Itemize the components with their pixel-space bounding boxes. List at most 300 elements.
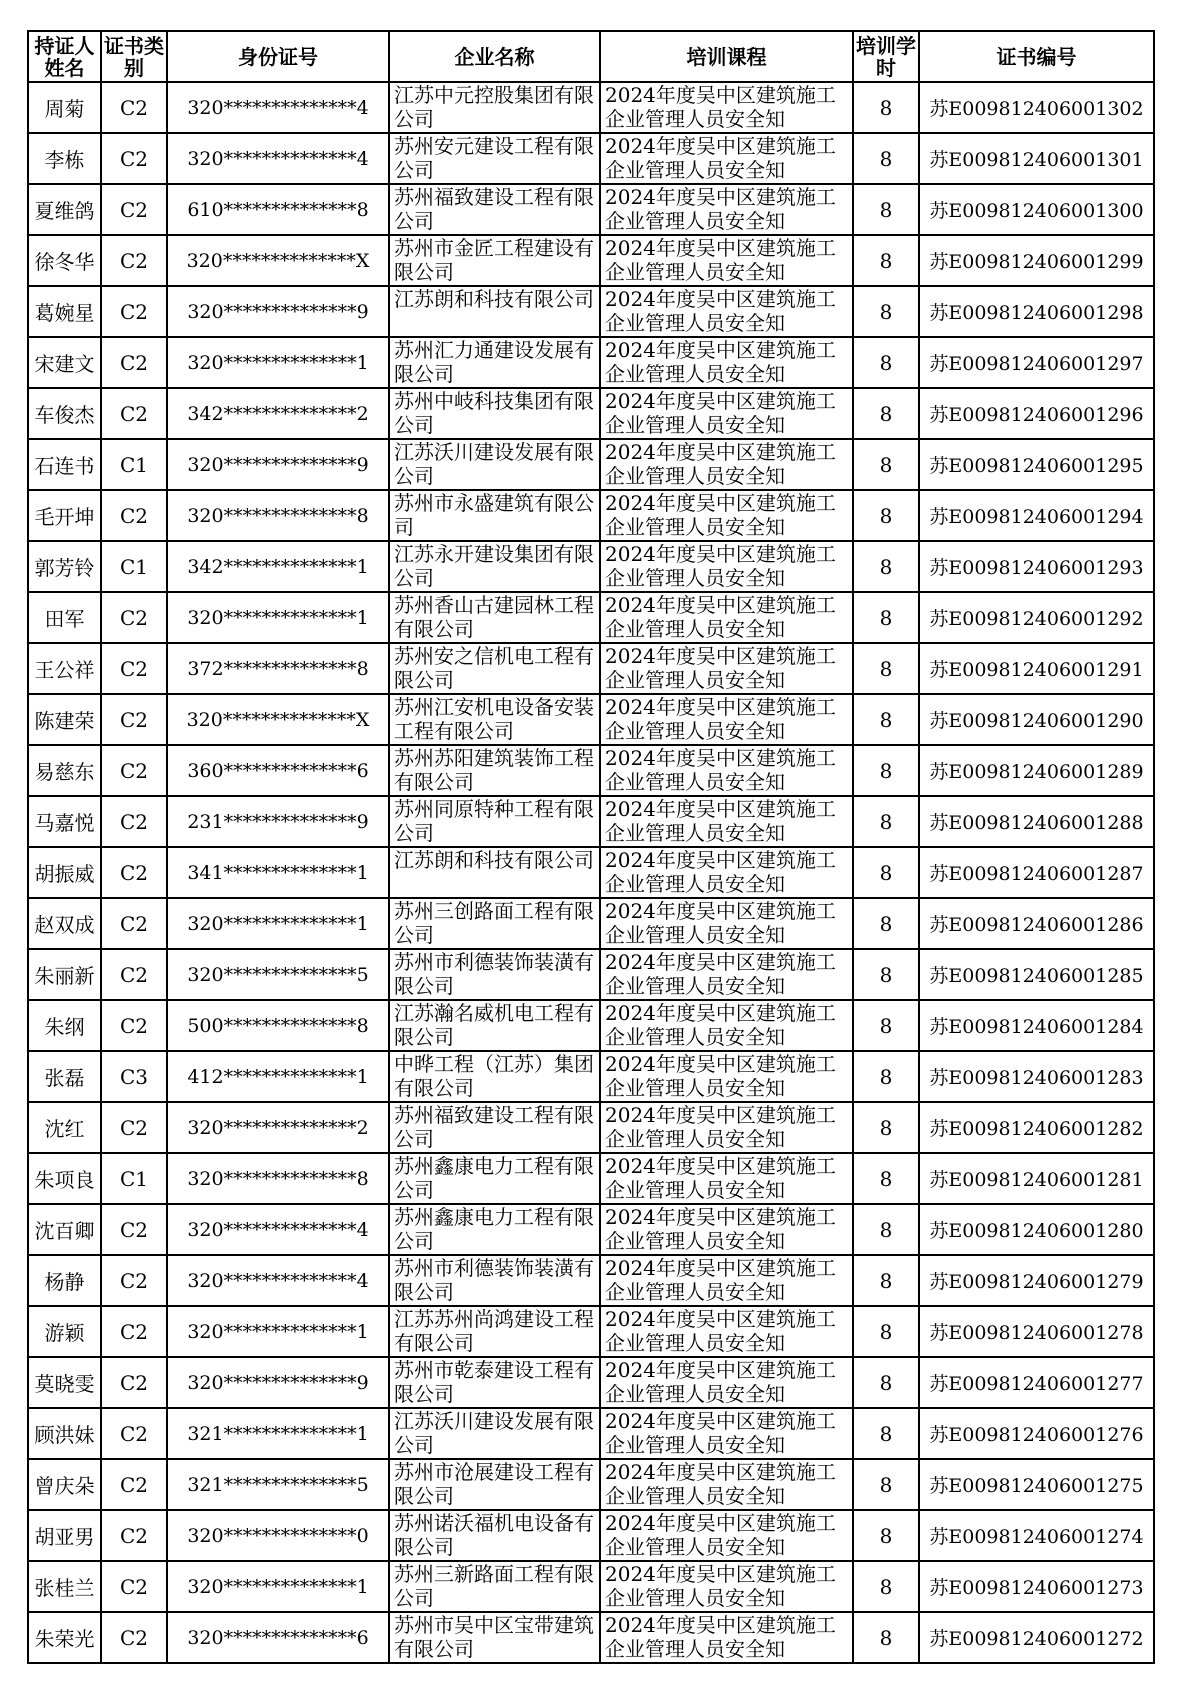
company-text: 苏州市永盛建筑有限公司 — [394, 491, 594, 538]
course-cell — [600, 235, 853, 286]
course-text: 2024年度吴中区建筑施工企业管理人员安全知 — [605, 1052, 836, 1099]
id-number-cell: 320**************4 — [167, 1255, 389, 1306]
cert-type-cell: C2 — [101, 337, 167, 388]
course-cell — [600, 745, 853, 796]
course-cell — [600, 184, 853, 235]
cert-type-cell: C2 — [101, 898, 167, 949]
certificate-list-page — [27, 30, 1153, 1664]
company-text: 苏州福致建设工程有限公司 — [394, 185, 594, 232]
company-cell — [389, 82, 600, 133]
id-number-cell: 320**************5 — [167, 949, 389, 1000]
id-number-cell: 360**************6 — [167, 745, 389, 796]
cert-type-cell: C2 — [101, 286, 167, 337]
course-cell — [600, 1306, 853, 1357]
table-row — [28, 694, 1154, 745]
cert-type-cell: C1 — [101, 541, 167, 592]
company-cell — [389, 1000, 600, 1051]
course-cell — [600, 1357, 853, 1408]
cert-type-cell: C2 — [101, 1357, 167, 1408]
holder-name-cell: 朱丽新 — [28, 949, 101, 1000]
company-text: 苏州三新路面工程有限公司 — [394, 1562, 594, 1609]
course-text: 2024年度吴中区建筑施工企业管理人员安全知 — [605, 185, 836, 232]
company-text: 苏州鑫康电力工程有限公司 — [394, 1154, 594, 1201]
hours-cell: 8 — [853, 1204, 919, 1255]
company-cell — [389, 133, 600, 184]
company-cell — [389, 1357, 600, 1408]
table-row — [28, 337, 1154, 388]
holder-name-cell: 葛婉星 — [28, 286, 101, 337]
company-cell — [389, 388, 600, 439]
company-cell — [389, 745, 600, 796]
course-text: 2024年度吴中区建筑施工企业管理人员安全知 — [605, 1001, 836, 1048]
holder-name-cell: 宋建文 — [28, 337, 101, 388]
id-number-cell: 321**************5 — [167, 1459, 389, 1510]
holder-name-cell: 王公祥 — [28, 643, 101, 694]
header-row — [28, 31, 1154, 82]
course-text: 2024年度吴中区建筑施工企业管理人员安全知 — [605, 695, 836, 742]
table-row — [28, 847, 1154, 898]
cert-no-cell: 苏E009812406001272 — [919, 1612, 1154, 1663]
company-cell — [389, 1561, 600, 1612]
cert-no-cell: 苏E009812406001299 — [919, 235, 1154, 286]
cert-type-cell: C2 — [101, 1255, 167, 1306]
course-text: 2024年度吴中区建筑施工企业管理人员安全知 — [605, 287, 836, 334]
course-cell — [600, 490, 853, 541]
course-text: 2024年度吴中区建筑施工企业管理人员安全知 — [605, 440, 836, 487]
course-text: 2024年度吴中区建筑施工企业管理人员安全知 — [605, 338, 836, 385]
cert-type-cell: C3 — [101, 1051, 167, 1102]
company-text: 苏州江安机电设备安装工程有限公司 — [394, 695, 594, 742]
table-row — [28, 643, 1154, 694]
company-text: 苏州市吴中区宝带建筑有限公司 — [394, 1613, 594, 1660]
holder-name-cell: 田军 — [28, 592, 101, 643]
id-number-cell: 342**************2 — [167, 388, 389, 439]
company-cell — [389, 1306, 600, 1357]
course-text: 2024年度吴中区建筑施工企业管理人员安全知 — [605, 134, 836, 181]
holder-name-cell: 莫晓雯 — [28, 1357, 101, 1408]
holder-name-cell: 胡亚男 — [28, 1510, 101, 1561]
table-row — [28, 1255, 1154, 1306]
company-cell — [389, 541, 600, 592]
cert-type-cell: C2 — [101, 949, 167, 1000]
cert-type-cell: C2 — [101, 1000, 167, 1051]
course-cell — [600, 541, 853, 592]
cert-type-cell: C2 — [101, 133, 167, 184]
table-row — [28, 1561, 1154, 1612]
holder-name-cell: 沈百卿 — [28, 1204, 101, 1255]
company-cell — [389, 898, 600, 949]
course-cell — [600, 1612, 853, 1663]
cert-type-cell: C2 — [101, 1561, 167, 1612]
id-number-cell: 320**************4 — [167, 1204, 389, 1255]
hours-cell: 8 — [853, 388, 919, 439]
cert-no-cell: 苏E009812406001280 — [919, 1204, 1154, 1255]
company-cell — [389, 1510, 600, 1561]
cert-type-cell: C2 — [101, 1510, 167, 1561]
cert-type-cell: C2 — [101, 796, 167, 847]
course-text: 2024年度吴中区建筑施工企业管理人员安全知 — [605, 797, 836, 844]
holder-name-cell: 朱项良 — [28, 1153, 101, 1204]
course-text: 2024年度吴中区建筑施工企业管理人员安全知 — [605, 389, 836, 436]
cert-type-cell: C2 — [101, 388, 167, 439]
table-row — [28, 1153, 1154, 1204]
company-text: 苏州市乾泰建设工程有限公司 — [394, 1358, 594, 1405]
hours-cell: 8 — [853, 1408, 919, 1459]
certificate-table — [27, 30, 1155, 1664]
cert-no-cell: 苏E009812406001291 — [919, 643, 1154, 694]
hours-cell: 8 — [853, 286, 919, 337]
cert-type-cell: C2 — [101, 1306, 167, 1357]
holder-name-cell: 曾庆朵 — [28, 1459, 101, 1510]
cert-no-cell: 苏E009812406001295 — [919, 439, 1154, 490]
header-cert-type: 证书类别 — [101, 31, 167, 82]
id-number-cell: 231**************9 — [167, 796, 389, 847]
cert-type-cell: C2 — [101, 1459, 167, 1510]
hours-cell: 8 — [853, 898, 919, 949]
cert-no-cell: 苏E009812406001289 — [919, 745, 1154, 796]
company-cell — [389, 592, 600, 643]
cert-no-cell: 苏E009812406001298 — [919, 286, 1154, 337]
holder-name-cell: 赵双成 — [28, 898, 101, 949]
holder-name-cell: 马嘉悦 — [28, 796, 101, 847]
hours-cell: 8 — [853, 1561, 919, 1612]
company-text: 苏州诺沃福机电设备有限公司 — [394, 1511, 594, 1558]
course-cell — [600, 1102, 853, 1153]
cert-no-cell: 苏E009812406001275 — [919, 1459, 1154, 1510]
cert-type-cell: C2 — [101, 592, 167, 643]
cert-no-cell: 苏E009812406001277 — [919, 1357, 1154, 1408]
company-cell — [389, 1153, 600, 1204]
cert-no-cell: 苏E009812406001294 — [919, 490, 1154, 541]
course-text: 2024年度吴中区建筑施工企业管理人员安全知 — [605, 1307, 836, 1354]
cert-type-cell: C1 — [101, 439, 167, 490]
id-number-cell: 320**************1 — [167, 898, 389, 949]
company-cell — [389, 1459, 600, 1510]
company-text: 江苏永开建设集团有限公司 — [394, 542, 594, 589]
course-text: 2024年度吴中区建筑施工企业管理人员安全知 — [605, 1562, 836, 1609]
company-text: 江苏苏州尚鸿建设工程有限公司 — [394, 1307, 594, 1354]
company-text: 中晔工程（江苏）集团有限公司 — [394, 1052, 594, 1099]
id-number-cell: 500**************8 — [167, 1000, 389, 1051]
hours-cell: 8 — [853, 643, 919, 694]
id-number-cell: 320**************8 — [167, 490, 389, 541]
course-text: 2024年度吴中区建筑施工企业管理人员安全知 — [605, 644, 836, 691]
company-cell — [389, 1612, 600, 1663]
course-text: 2024年度吴中区建筑施工企业管理人员安全知 — [605, 593, 836, 640]
table-row — [28, 1510, 1154, 1561]
cert-type-cell: C2 — [101, 1102, 167, 1153]
table-row — [28, 796, 1154, 847]
table-row — [28, 898, 1154, 949]
company-text: 苏州安元建设工程有限公司 — [394, 134, 594, 181]
header-holder-name: 持证人姓名 — [28, 31, 101, 82]
hours-cell: 8 — [853, 1459, 919, 1510]
course-text: 2024年度吴中区建筑施工企业管理人员安全知 — [605, 1358, 836, 1405]
id-number-cell: 341**************1 — [167, 847, 389, 898]
cert-no-cell: 苏E009812406001273 — [919, 1561, 1154, 1612]
company-text: 苏州福致建设工程有限公司 — [394, 1103, 594, 1150]
table-row — [28, 1357, 1154, 1408]
course-text: 2024年度吴中区建筑施工企业管理人员安全知 — [605, 491, 836, 538]
cert-type-cell: C2 — [101, 1204, 167, 1255]
cert-type-cell: C2 — [101, 1408, 167, 1459]
course-cell — [600, 796, 853, 847]
table-body — [28, 82, 1154, 1663]
id-number-cell: 320**************9 — [167, 286, 389, 337]
table-row — [28, 541, 1154, 592]
course-text: 2024年度吴中区建筑施工企业管理人员安全知 — [605, 1409, 836, 1456]
company-text: 江苏沃川建设发展有限公司 — [394, 1409, 594, 1456]
cert-no-cell: 苏E009812406001284 — [919, 1000, 1154, 1051]
course-text: 2024年度吴中区建筑施工企业管理人员安全知 — [605, 1460, 836, 1507]
hours-cell: 8 — [853, 439, 919, 490]
cert-no-cell: 苏E009812406001293 — [919, 541, 1154, 592]
company-text: 苏州市利德装饰装潢有限公司 — [394, 1256, 594, 1303]
company-text: 苏州香山古建园林工程有限公司 — [394, 593, 594, 640]
cert-no-cell: 苏E009812406001282 — [919, 1102, 1154, 1153]
company-cell — [389, 1102, 600, 1153]
company-cell — [389, 1051, 600, 1102]
id-number-cell: 320**************4 — [167, 82, 389, 133]
holder-name-cell: 顾洪妹 — [28, 1408, 101, 1459]
cert-type-cell: C2 — [101, 643, 167, 694]
cert-type-cell: C2 — [101, 235, 167, 286]
course-cell — [600, 133, 853, 184]
table-row — [28, 1102, 1154, 1153]
hours-cell: 8 — [853, 1612, 919, 1663]
id-number-cell: 320**************9 — [167, 1357, 389, 1408]
cert-no-cell: 苏E009812406001302 — [919, 82, 1154, 133]
course-cell — [600, 388, 853, 439]
course-text: 2024年度吴中区建筑施工企业管理人员安全知 — [605, 542, 836, 589]
id-number-cell: 320**************2 — [167, 1102, 389, 1153]
holder-name-cell: 张磊 — [28, 1051, 101, 1102]
company-text: 苏州鑫康电力工程有限公司 — [394, 1205, 594, 1252]
hours-cell: 8 — [853, 1000, 919, 1051]
holder-name-cell: 夏维鸽 — [28, 184, 101, 235]
hours-cell: 8 — [853, 1102, 919, 1153]
id-number-cell: 372**************8 — [167, 643, 389, 694]
holder-name-cell: 游颖 — [28, 1306, 101, 1357]
hours-cell: 8 — [853, 745, 919, 796]
course-text: 2024年度吴中区建筑施工企业管理人员安全知 — [605, 1205, 836, 1252]
holder-name-cell: 郭芳铃 — [28, 541, 101, 592]
company-text: 江苏中元控股集团有限公司 — [394, 83, 594, 130]
company-cell — [389, 184, 600, 235]
hours-cell: 8 — [853, 592, 919, 643]
course-text: 2024年度吴中区建筑施工企业管理人员安全知 — [605, 950, 836, 997]
company-text: 江苏朗和科技有限公司 — [394, 287, 594, 311]
course-cell — [600, 286, 853, 337]
company-cell — [389, 847, 600, 898]
course-cell — [600, 592, 853, 643]
holder-name-cell: 徐冬华 — [28, 235, 101, 286]
course-cell — [600, 643, 853, 694]
hours-cell: 8 — [853, 1051, 919, 1102]
table-row — [28, 592, 1154, 643]
cert-type-cell: C2 — [101, 184, 167, 235]
id-number-cell: 320**************1 — [167, 592, 389, 643]
course-cell — [600, 1459, 853, 1510]
id-number-cell: 320**************0 — [167, 1510, 389, 1561]
id-number-cell: 610**************8 — [167, 184, 389, 235]
id-number-cell: 342**************1 — [167, 541, 389, 592]
cert-no-cell: 苏E009812406001274 — [919, 1510, 1154, 1561]
course-text: 2024年度吴中区建筑施工企业管理人员安全知 — [605, 1103, 836, 1150]
table-row — [28, 1459, 1154, 1510]
course-cell — [600, 1000, 853, 1051]
id-number-cell: 321**************1 — [167, 1408, 389, 1459]
table-row — [28, 1051, 1154, 1102]
company-cell — [389, 949, 600, 1000]
company-text: 苏州市利德装饰装潢有限公司 — [394, 950, 594, 997]
id-number-cell: 320**************9 — [167, 439, 389, 490]
course-text: 2024年度吴中区建筑施工企业管理人员安全知 — [605, 1154, 836, 1201]
course-cell — [600, 337, 853, 388]
course-cell — [600, 694, 853, 745]
cert-no-cell: 苏E009812406001290 — [919, 694, 1154, 745]
id-number-cell: 320**************1 — [167, 1561, 389, 1612]
company-text: 江苏瀚名威机电工程有限公司 — [394, 1001, 594, 1048]
holder-name-cell: 易慈东 — [28, 745, 101, 796]
hours-cell: 8 — [853, 1255, 919, 1306]
company-cell — [389, 439, 600, 490]
company-text: 苏州市金匠工程建设有限公司 — [394, 236, 594, 283]
cert-no-cell: 苏E009812406001287 — [919, 847, 1154, 898]
company-text: 江苏朗和科技有限公司 — [394, 848, 594, 872]
id-number-cell: 320**************4 — [167, 133, 389, 184]
holder-name-cell: 李栋 — [28, 133, 101, 184]
id-number-cell: 320**************1 — [167, 1306, 389, 1357]
hours-cell: 8 — [853, 82, 919, 133]
company-cell — [389, 643, 600, 694]
id-number-cell: 320**************6 — [167, 1612, 389, 1663]
holder-name-cell: 杨静 — [28, 1255, 101, 1306]
holder-name-cell: 张桂兰 — [28, 1561, 101, 1612]
company-text: 江苏沃川建设发展有限公司 — [394, 440, 594, 487]
course-cell — [600, 1561, 853, 1612]
cert-no-cell: 苏E009812406001292 — [919, 592, 1154, 643]
table-row — [28, 286, 1154, 337]
cert-type-cell: C2 — [101, 694, 167, 745]
company-text: 苏州安之信机电工程有限公司 — [394, 644, 594, 691]
table-row — [28, 439, 1154, 490]
course-text: 2024年度吴中区建筑施工企业管理人员安全知 — [605, 236, 836, 283]
company-cell — [389, 1255, 600, 1306]
table-row — [28, 1306, 1154, 1357]
hours-cell: 8 — [853, 1153, 919, 1204]
cert-type-cell: C2 — [101, 490, 167, 541]
table-row — [28, 1612, 1154, 1663]
hours-cell: 8 — [853, 337, 919, 388]
cert-no-cell: 苏E009812406001286 — [919, 898, 1154, 949]
id-number-cell: 320**************X — [167, 694, 389, 745]
company-cell — [389, 796, 600, 847]
table-row — [28, 235, 1154, 286]
company-text: 苏州三创路面工程有限公司 — [394, 899, 594, 946]
id-number-cell: 320**************1 — [167, 337, 389, 388]
table-row — [28, 949, 1154, 1000]
course-text: 2024年度吴中区建筑施工企业管理人员安全知 — [605, 1511, 836, 1558]
company-text: 苏州汇力通建设发展有限公司 — [394, 338, 594, 385]
header-cert-no: 证书编号 — [919, 31, 1154, 82]
cert-no-cell: 苏E009812406001288 — [919, 796, 1154, 847]
holder-name-cell: 朱纲 — [28, 1000, 101, 1051]
holder-name-cell: 车俊杰 — [28, 388, 101, 439]
hours-cell: 8 — [853, 1306, 919, 1357]
header-course: 培训课程 — [600, 31, 853, 82]
course-cell — [600, 82, 853, 133]
course-text: 2024年度吴中区建筑施工企业管理人员安全知 — [605, 83, 836, 130]
company-cell — [389, 1408, 600, 1459]
course-text: 2024年度吴中区建筑施工企业管理人员安全知 — [605, 899, 836, 946]
cert-no-cell: 苏E009812406001278 — [919, 1306, 1154, 1357]
table-row — [28, 490, 1154, 541]
table-row — [28, 1408, 1154, 1459]
holder-name-cell: 陈建荣 — [28, 694, 101, 745]
table-row — [28, 388, 1154, 439]
cert-type-cell: C2 — [101, 82, 167, 133]
hours-cell: 8 — [853, 847, 919, 898]
company-cell — [389, 694, 600, 745]
hours-cell: 8 — [853, 949, 919, 1000]
course-text: 2024年度吴中区建筑施工企业管理人员安全知 — [605, 1613, 836, 1660]
id-number-cell: 412**************1 — [167, 1051, 389, 1102]
company-cell — [389, 490, 600, 541]
cert-no-cell: 苏E009812406001279 — [919, 1255, 1154, 1306]
course-cell — [600, 1408, 853, 1459]
id-number-cell: 320**************8 — [167, 1153, 389, 1204]
cert-no-cell: 苏E009812406001276 — [919, 1408, 1154, 1459]
cert-no-cell: 苏E009812406001283 — [919, 1051, 1154, 1102]
header-hours: 培训学时 — [853, 31, 919, 82]
holder-name-cell: 朱荣光 — [28, 1612, 101, 1663]
cert-no-cell: 苏E009812406001300 — [919, 184, 1154, 235]
hours-cell: 8 — [853, 1510, 919, 1561]
company-text: 苏州同原特种工程有限公司 — [394, 797, 594, 844]
course-text: 2024年度吴中区建筑施工企业管理人员安全知 — [605, 1256, 836, 1303]
course-cell — [600, 1204, 853, 1255]
course-cell — [600, 1153, 853, 1204]
cert-no-cell: 苏E009812406001297 — [919, 337, 1154, 388]
table-row — [28, 82, 1154, 133]
holder-name-cell: 石连书 — [28, 439, 101, 490]
company-text: 苏州苏阳建筑装饰工程有限公司 — [394, 746, 594, 793]
id-number-cell: 320**************X — [167, 235, 389, 286]
table-row — [28, 1000, 1154, 1051]
hours-cell: 8 — [853, 541, 919, 592]
header-company: 企业名称 — [389, 31, 600, 82]
holder-name-cell: 胡振威 — [28, 847, 101, 898]
hours-cell: 8 — [853, 694, 919, 745]
cert-type-cell: C2 — [101, 847, 167, 898]
course-cell — [600, 1510, 853, 1561]
cert-no-cell: 苏E009812406001301 — [919, 133, 1154, 184]
company-cell — [389, 1204, 600, 1255]
course-text: 2024年度吴中区建筑施工企业管理人员安全知 — [605, 746, 836, 793]
hours-cell: 8 — [853, 796, 919, 847]
company-cell — [389, 337, 600, 388]
company-cell — [389, 235, 600, 286]
table-row — [28, 184, 1154, 235]
table-row — [28, 133, 1154, 184]
cert-type-cell: C2 — [101, 745, 167, 796]
course-cell — [600, 1255, 853, 1306]
course-cell — [600, 949, 853, 1000]
course-cell — [600, 898, 853, 949]
header-id-number: 身份证号 — [167, 31, 389, 82]
hours-cell: 8 — [853, 184, 919, 235]
